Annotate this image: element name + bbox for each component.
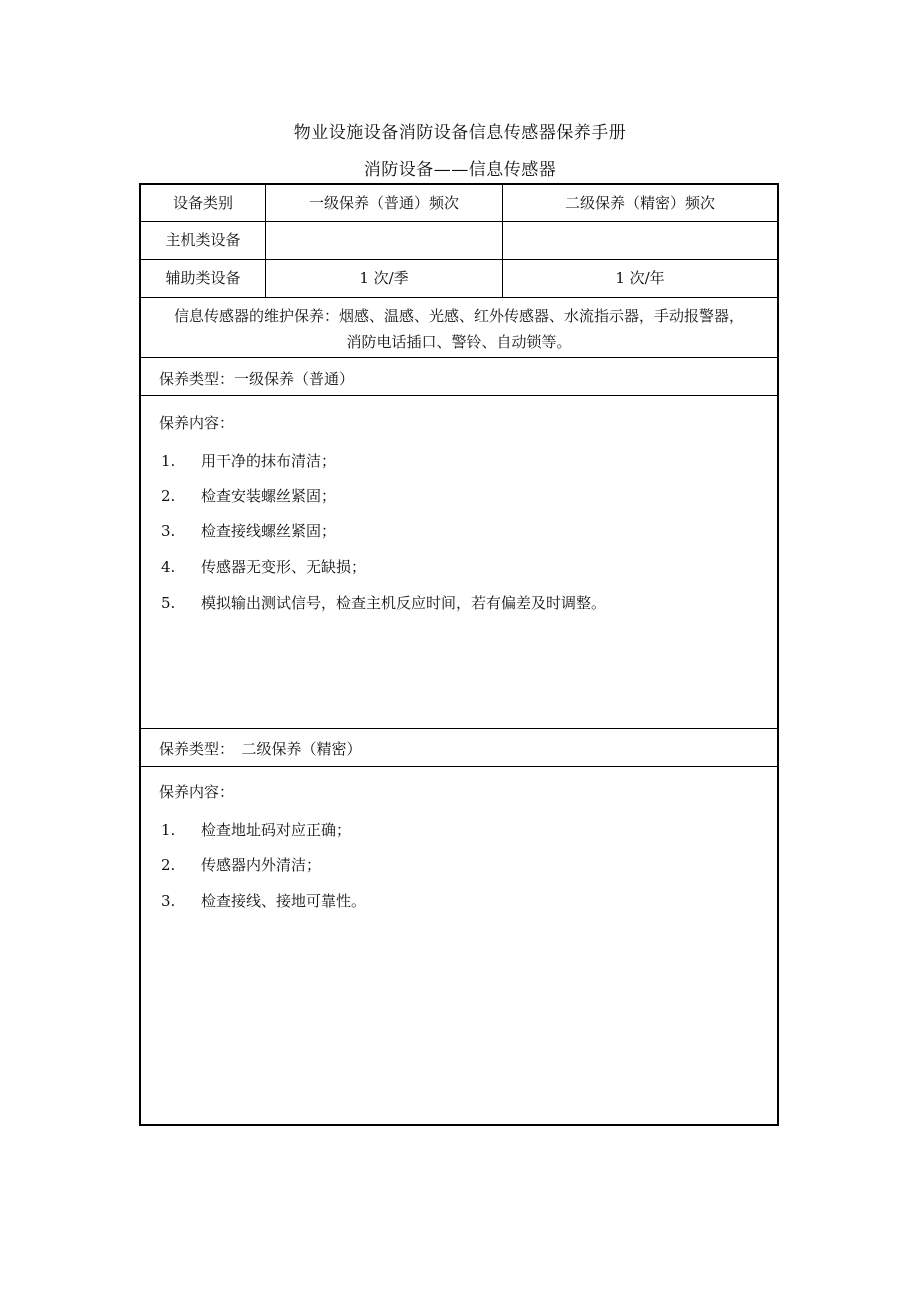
- list-number: 1.: [161, 821, 176, 839]
- sensor-description-line2: 消防电话插口、警铃、自动锁等。: [346, 333, 572, 351]
- row-aux-device-level1: 1 次/季: [359, 269, 409, 287]
- header-level2-frequency: 二级保养（精密）频次: [564, 194, 715, 212]
- list-number: 1.: [161, 452, 176, 470]
- list-number: 3.: [161, 522, 176, 540]
- list-number: 3.: [161, 892, 176, 910]
- list-text: 传感器无变形、无缺损；: [201, 558, 367, 576]
- row-divider: [141, 766, 777, 767]
- section2-list-item: [161, 890, 366, 911]
- section1-list-item: [161, 556, 366, 577]
- section2-list-item: [161, 854, 321, 875]
- section1-content-label: 保养内容：: [159, 414, 235, 432]
- sensor-description: [141, 303, 777, 357]
- list-number: 4.: [161, 558, 176, 576]
- section1-list-item: [161, 450, 336, 471]
- list-number: 2.: [161, 856, 176, 874]
- list-text: 传感器内外清洁；: [201, 856, 322, 874]
- section2-list-item: [161, 819, 351, 840]
- section2-type-label: 保养类型： 二级保养（精密）: [159, 740, 362, 758]
- row-divider: [141, 395, 777, 396]
- list-text: 检查接线、接地可靠性。: [201, 892, 367, 910]
- header-device-category: 设备类别: [172, 194, 233, 212]
- list-text: 检查地址码对应正确；: [201, 821, 352, 839]
- section1-list-item: [161, 520, 336, 541]
- row-main-device-category: 主机类设备: [165, 231, 241, 249]
- header-level1-frequency: 一级保养（普通）频次: [308, 194, 459, 212]
- row-divider: [141, 357, 777, 358]
- section1-type-label: 保养类型：一级保养（普通）: [159, 370, 355, 388]
- section1-list-item: [161, 592, 606, 613]
- row-divider: [141, 297, 777, 298]
- maintenance-table: [139, 183, 779, 1126]
- page-title: 物业设施设备消防设备信息传感器保养手册: [293, 123, 627, 143]
- row-aux-device-category: 辅助类设备: [165, 269, 241, 287]
- list-text: 模拟输出测试信号，检查主机反应时间，若有偏差及时调整。: [201, 594, 607, 612]
- sensor-description-line1: 信息传感器的维护保养：烟感、温感、光感、红外传感器、水流指示器，手动报警器，: [173, 307, 744, 325]
- section2-content-label: 保养内容：: [159, 783, 235, 801]
- list-number: 2.: [161, 487, 176, 505]
- page-subtitle: 消防设备——信息传感器: [363, 160, 557, 180]
- row-aux-device-level2: 1 次/年: [615, 269, 665, 287]
- list-number: 5.: [161, 594, 176, 612]
- section1-list-item: [161, 485, 336, 506]
- list-text: 检查安装螺丝紧固；: [201, 487, 337, 505]
- list-text: 用干净的抹布清洁；: [201, 452, 337, 470]
- list-text: 检查接线螺丝紧固；: [201, 522, 337, 540]
- row-divider: [141, 728, 777, 729]
